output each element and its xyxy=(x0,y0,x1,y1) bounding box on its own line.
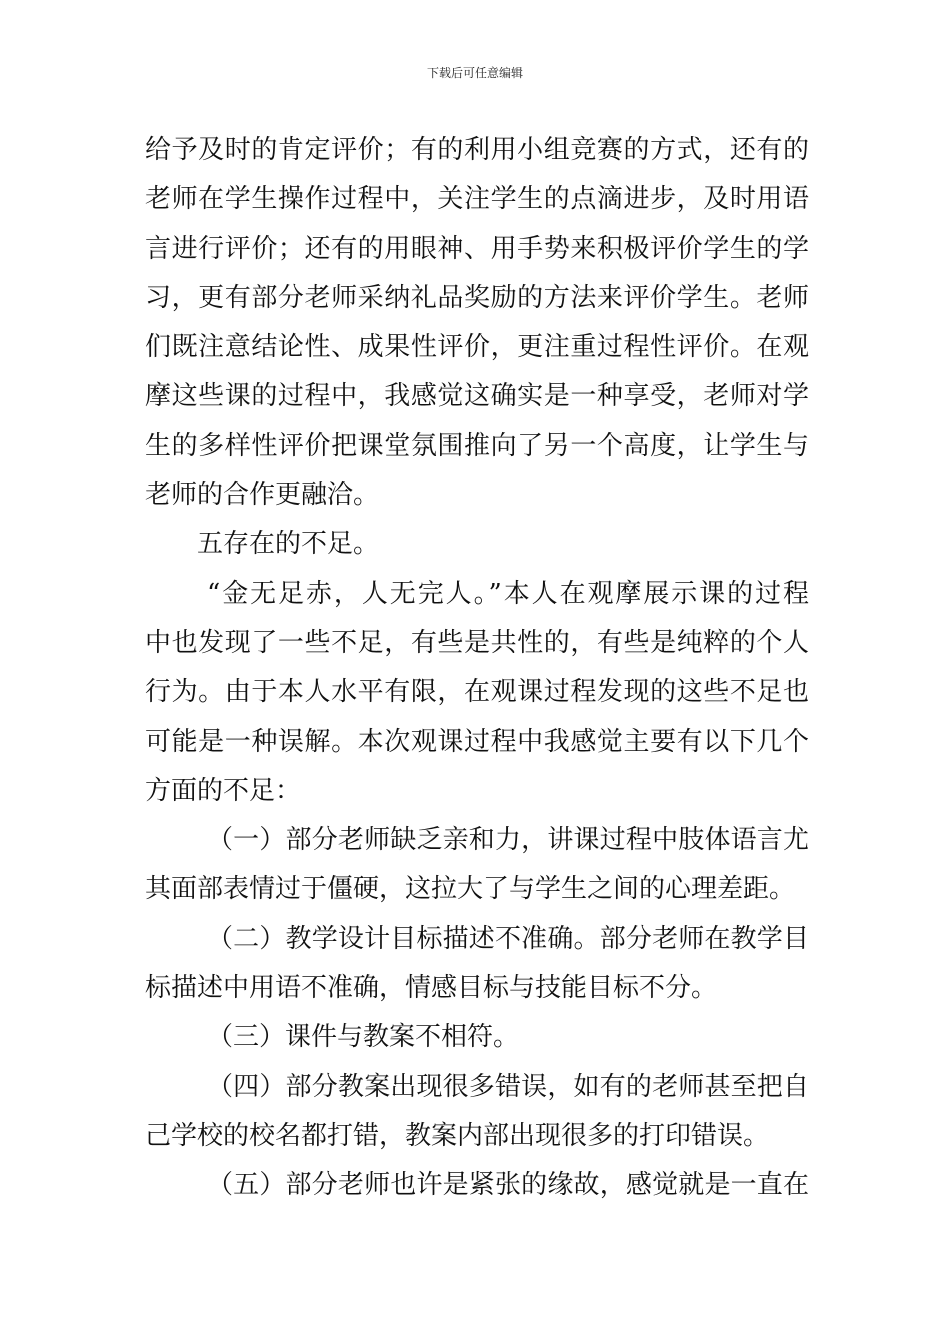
paragraph-line: 行为。由于本人水平有限，在观课过程发现的这些不足也 xyxy=(145,677,809,708)
list-item-line: （一）部分老师缺乏亲和力，讲课过程中肢体语言尤 xyxy=(207,825,809,856)
list-item-line: 己学校的校名都打错，教案内部出现很多的打印错误。 xyxy=(145,1120,770,1151)
paragraph-line: 方面的不足： xyxy=(145,775,302,806)
header-note: 下载后可任意编辑 xyxy=(426,66,523,80)
paragraph-line: 摩这些课的过程中，我感觉这确实是一种享受，老师对学 xyxy=(145,381,809,412)
paragraph-line: 给予及时的肯定评价；有的利用小组竞赛的方式，还有的 xyxy=(145,135,809,165)
list-item-line: 标描述中用语不准确，情感目标与技能目标不分。 xyxy=(145,973,718,1004)
list-item-line: 其面部表情过于僵硬，这拉大了与学生之间的心理差距。 xyxy=(145,874,796,905)
paragraph-line: 生的多样性评价把课堂氛围推向了另一个高度，让学生与 xyxy=(145,430,809,461)
paragraph-line: “金无足赤，人无完人。”本人在观摩展示课的过程 xyxy=(207,578,809,609)
body-text xyxy=(145,126,809,1211)
paragraph-line: 老师在学生操作过程中，关注学生的点滴进步，及时用语 xyxy=(145,184,809,215)
list-item-line: （五）部分老师也许是紧张的缘故，感觉就是一直在 xyxy=(207,1170,809,1201)
paragraph-line: 中也发现了一些不足，有些是共性的，有些是纯粹的个人 xyxy=(145,627,809,658)
list-item-line: （三）课件与教案不相符。 xyxy=(207,1022,520,1053)
paragraph-line: 习，更有部分老师采纳礼品奖励的方法来评价学生。老师 xyxy=(145,282,809,313)
list-item-line: （二）教学设计目标描述不准确。部分老师在教学目 xyxy=(207,923,809,954)
paragraph-line: 言进行评价；还有的用眼神、用手势来积极评价学生的学 xyxy=(145,233,809,264)
paragraph-line: 老师的合作更融洽。 xyxy=(145,480,380,511)
section-heading: 五存在的不足。 xyxy=(197,529,380,560)
paragraph-line: 们既注意结论性、成果性评价，更注重过程性评价。在观 xyxy=(145,332,809,363)
list-item-line: （四）部分教案出现很多错误，如有的老师甚至把自 xyxy=(207,1071,809,1102)
paragraph-line: 可能是一种误解。本次观课过程中我感觉主要有以下几个 xyxy=(145,726,809,757)
